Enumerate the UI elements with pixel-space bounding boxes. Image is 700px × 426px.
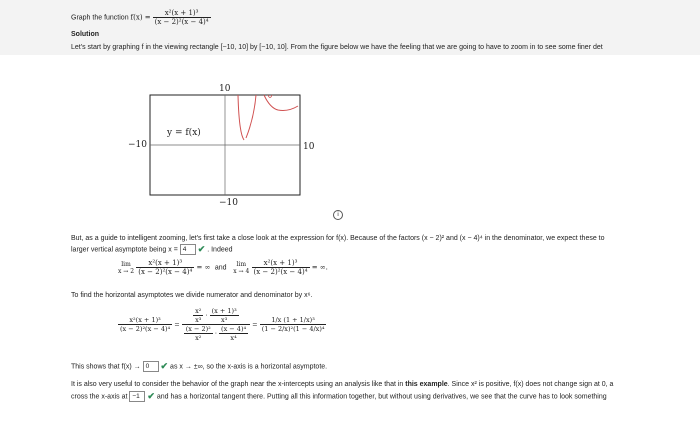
eq-mid-den-a-bottom: x²	[195, 334, 202, 342]
final-line1-pre: It is also very useful to consider the behavior of the graph near the x-intercepts using an analysis like that in	[71, 381, 404, 388]
guide-line2-post: . Indeed	[207, 246, 233, 254]
graph-label-right: 10	[303, 142, 315, 152]
limit-fraction-2	[252, 259, 310, 276]
final-line1	[71, 381, 613, 388]
eq-right-numerator: 1/x (1 + 1/x)³	[260, 316, 327, 325]
horizontal-intro: To find the horizontal asymptotes we divide numerator and denominator by x⁶.	[71, 292, 313, 299]
x-intercept-input[interactable]: −1	[129, 391, 145, 402]
limit-word-1: lim	[121, 260, 131, 268]
problem-prompt: Graph the function	[71, 14, 129, 22]
problem-statement	[71, 9, 211, 26]
info-icon-glyph: i	[337, 212, 339, 218]
function-name: f(x) =	[130, 13, 151, 22]
eq-mid-num-b-top: (x + 1)³	[211, 307, 237, 315]
limit-operator-2	[233, 261, 249, 275]
limit-subscript-2: x → 4	[233, 267, 250, 275]
guide-line1: But, as a guide to intelligent zooming, let's first take a close look at the expression for f(x). Because of the factors (x − 2)² and (x − 4)⁴ in the denominator, we expect these to	[71, 235, 605, 242]
eq-right-denominator: (1 − 2/x)²(1 − 4/x)⁴	[261, 325, 325, 333]
eq-mid-den-b-top: (x − 4)⁴	[221, 325, 247, 333]
final-line2	[71, 391, 607, 402]
solution-heading: Solution	[71, 31, 99, 38]
horizontal-limit-input[interactable]: 0	[143, 361, 159, 372]
eq-mid-den-a-top: (x − 2)²	[185, 325, 211, 333]
limit-denominator-1: (x − 2)²(x − 4)⁴	[138, 268, 193, 276]
limit-numerator-2: x²(x + 1)³	[252, 259, 310, 268]
limit-word-2: lim	[236, 260, 247, 268]
final-line2-pre: cross the x-axis at	[71, 393, 128, 401]
limits-row	[118, 259, 328, 276]
limits-and: and	[214, 264, 227, 272]
eq-right-fraction	[260, 316, 327, 333]
eq-mid-num-a-bottom: x³	[195, 316, 202, 324]
eq-mid-den-dot: ·	[214, 329, 217, 338]
info-icon[interactable]	[333, 210, 343, 220]
eq-mid-num-dot: ·	[205, 311, 208, 320]
function-fraction	[153, 9, 211, 26]
example-link[interactable]: this example	[405, 381, 448, 388]
curve-label: y = f(x)	[167, 128, 201, 138]
eq-left-numerator: x²(x + 1)³	[118, 316, 172, 325]
eq-mid-den-b	[219, 325, 248, 342]
eq-left-fraction	[118, 316, 172, 333]
eq-left-denominator: (x − 2)²(x − 4)⁴	[120, 325, 171, 333]
eq-middle-denominator	[182, 325, 250, 342]
eq-mid-num-a-top: x²	[195, 307, 202, 315]
correct-check-icon: ✔	[160, 361, 169, 371]
eq-mid-den-b-bottom: x⁴	[230, 334, 237, 342]
final-line2-post: and has a horizontal tangent there. Putting all this information together, but without using derivatives, we see that the curve has to look something	[156, 393, 607, 401]
eq-mid-num-b-bottom: x³	[221, 316, 228, 324]
limit-operator-1	[118, 261, 134, 275]
conclusion-post: as x → ±∞, so the x-axis is a horizontal asymptote.	[170, 363, 328, 371]
function-graph	[120, 78, 330, 213]
function-denominator: (x − 2)²(x − 4)⁴	[154, 18, 209, 26]
graph-label-left: −10	[128, 140, 147, 150]
conclusion-pre: This shows that f(x) →	[71, 363, 141, 371]
vertical-asymptote-input[interactable]: 4	[180, 244, 196, 255]
eq-equals-2: =	[252, 320, 258, 329]
eq-mid-num-b	[210, 307, 239, 324]
limit-denominator-2: (x − 2)²(x − 4)⁴	[253, 268, 308, 276]
limit-subscript-1: x → 2	[118, 267, 135, 275]
conclusion-line	[71, 361, 327, 372]
guide-line2	[71, 244, 233, 255]
limit-fraction-1	[136, 259, 194, 276]
eq-middle-fraction	[182, 307, 250, 342]
function-numerator: x²(x + 1)³	[153, 9, 211, 18]
graph-label-top: 10	[219, 84, 231, 94]
solution-intro: Let's start by graphing f in the viewing rectangle [−10, 10] by [−10, 10]. From the figure below we have the feeling that we are going to have to zoom in to see some finer det	[71, 44, 603, 51]
eq-mid-den-a	[184, 325, 213, 342]
graph-label-bottom: −10	[219, 198, 238, 208]
eq-equals-1: =	[174, 320, 180, 329]
limit-numerator-1: x²(x + 1)³	[136, 259, 194, 268]
eq-mid-num-a	[193, 307, 203, 324]
eq-middle-numerator	[182, 307, 250, 325]
horizontal-equation	[118, 307, 326, 342]
final-line1-post: . Since x² is positive, f(x) does not change sign at 0, a	[447, 381, 614, 388]
guide-line2-pre: larger vertical asymptote being x =	[71, 246, 178, 254]
limit-result-2: = ∞.	[311, 263, 328, 272]
correct-check-icon: ✔	[197, 244, 206, 254]
correct-check-icon: ✔	[147, 391, 155, 401]
limit-result-1: = ∞	[196, 263, 211, 272]
